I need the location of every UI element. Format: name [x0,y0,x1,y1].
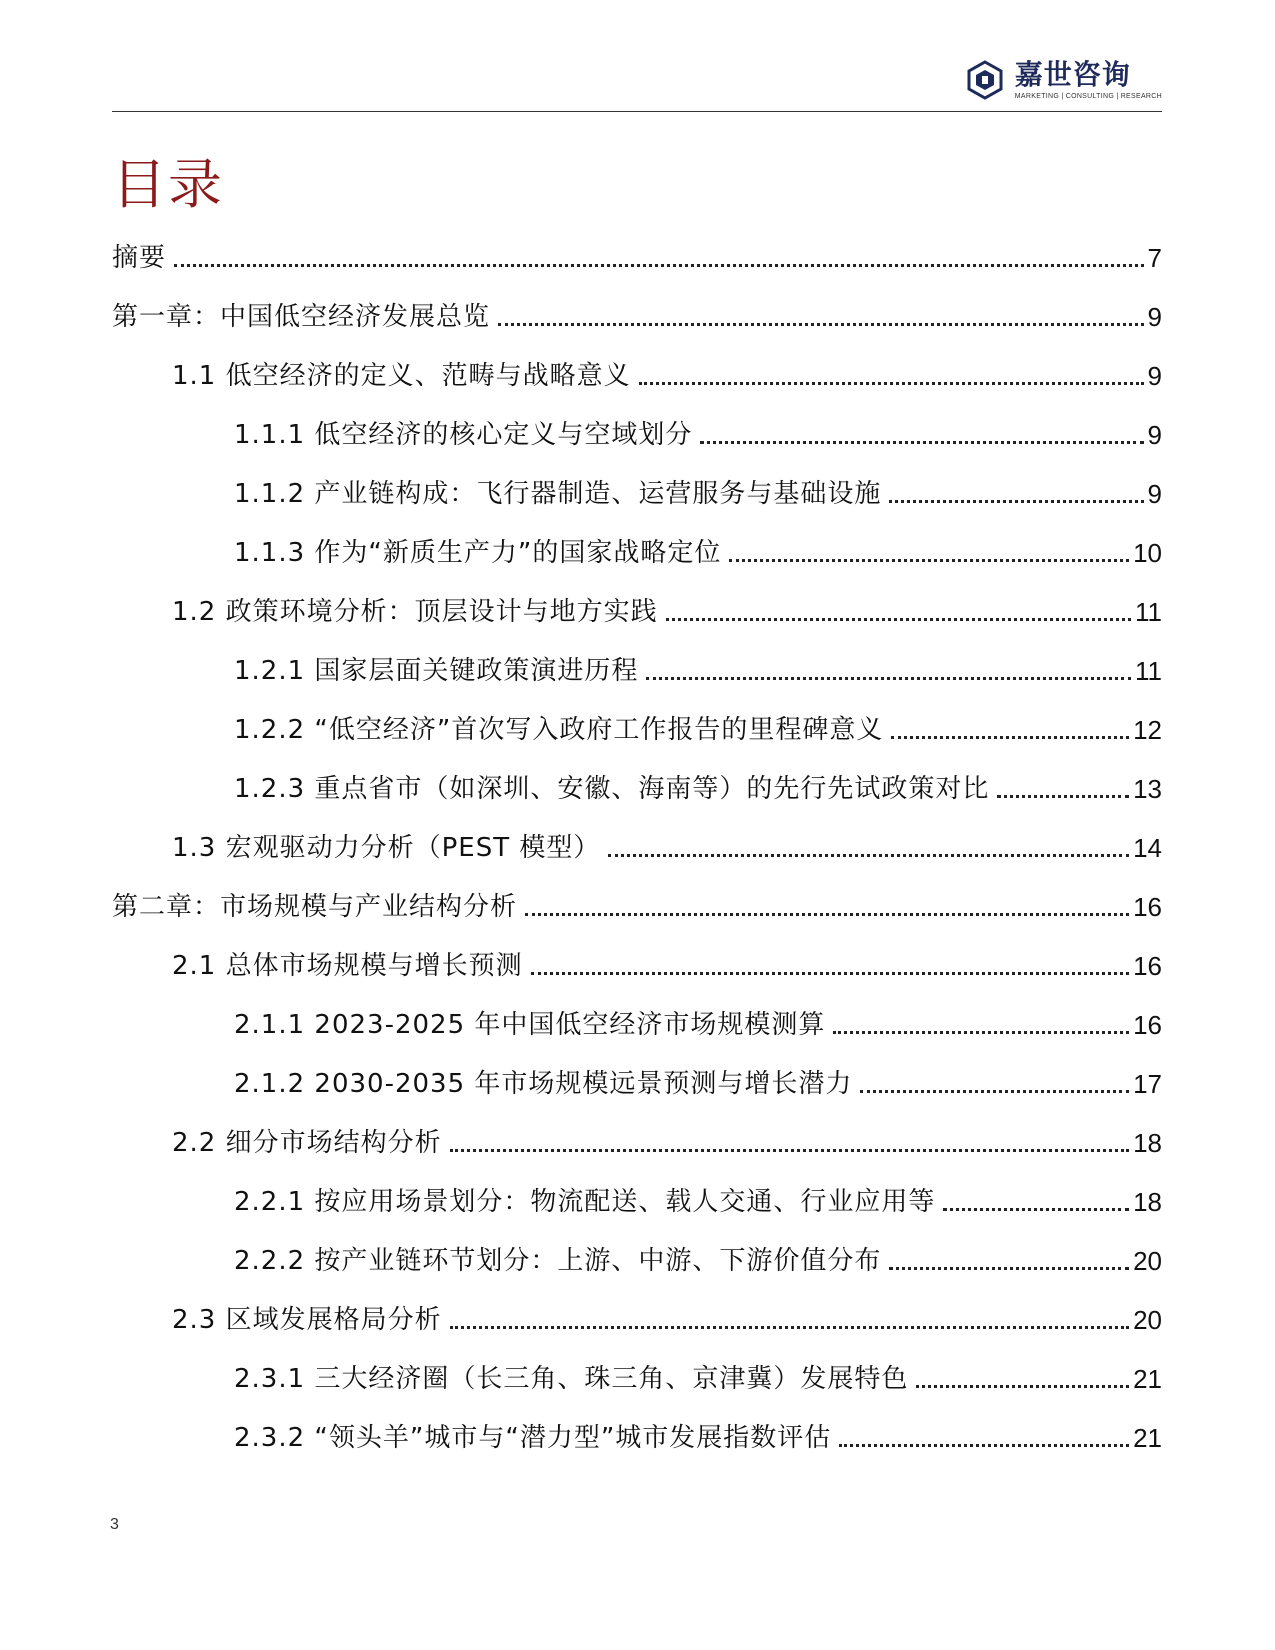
toc-leader-dots [839,1444,1129,1447]
toc-entry-label: 1.1.2 产业链构成：飞行器制造、运营服务与基础设施 [234,479,882,509]
toc-entry-page: 7 [1147,243,1162,273]
toc-entry[interactable] [112,521,1162,580]
logo-name: 嘉世咨询 [1014,58,1131,91]
toc-entry-page: 18 [1133,1187,1162,1217]
toc-entry-page: 9 [1147,361,1162,391]
toc-entry-page: 9 [1147,479,1162,509]
toc-entry-label: 2.1.1 2023-2025 年中国低空经济市场规模测算 [234,1010,826,1040]
toc-entry-label: 2.2 细分市场结构分析 [172,1128,442,1158]
toc-entry-page: 21 [1133,1364,1162,1394]
toc-entry-page: 10 [1133,538,1162,568]
toc-leader-dots [531,972,1129,975]
toc-entry-page: 21 [1133,1423,1162,1453]
toc-entry[interactable] [112,403,1162,462]
toc-leader-dots [729,559,1129,562]
toc-leader-dots [833,1031,1129,1034]
toc-entry[interactable] [112,1170,1162,1229]
toc-entry-label: 1.2.2 “低空经济”首次写入政府工作报告的里程碑意义 [234,715,884,745]
toc-leader-dots [700,441,1143,444]
toc-entry-label: 2.3 区域发展格局分析 [172,1305,442,1335]
toc-entry[interactable] [112,1111,1162,1170]
toc-entry-page: 13 [1133,774,1162,804]
toc-leader-dots [639,382,1144,385]
toc-leader-dots [525,913,1129,916]
toc-leader-dots [608,854,1129,857]
toc-entry-label: 2.3.2 “领头羊”城市与“潜力型”城市发展指数评估 [234,1423,832,1453]
toc-entry-label: 2.2.1 按应用场景划分：物流配送、载人交通、行业应用等 [234,1187,936,1217]
toc-leader-dots [997,795,1129,798]
toc-leader-dots [891,736,1129,739]
table-of-contents [112,226,1162,1465]
toc-leader-dots [450,1149,1129,1152]
toc-entry[interactable] [112,344,1162,403]
toc-entry-label: 1.2.1 国家层面关键政策演进历程 [234,656,639,686]
toc-entry-page: 9 [1147,302,1162,332]
toc-entry-page: 9 [1147,420,1162,450]
page-number: 3 [110,1516,119,1533]
toc-entry[interactable] [112,226,1162,285]
toc-entry[interactable] [112,875,1162,934]
toc-entry[interactable] [112,993,1162,1052]
toc-leader-dots [498,323,1144,326]
toc-entry-page: 16 [1133,951,1162,981]
toc-entry[interactable] [112,580,1162,639]
toc-entry-label: 2.3.1 三大经济圈（长三角、珠三角、京津冀）发展特色 [234,1364,909,1394]
toc-leader-dots [889,500,1143,503]
toc-entry-label: 第一章：中国低空经济发展总览 [112,302,491,332]
toc-leader-dots [174,264,1144,267]
toc-entry-label: 1.1.3 作为“新质生产力”的国家战略定位 [234,538,722,568]
toc-entry-label: 摘要 [112,243,167,273]
toc-entry-page: 20 [1133,1246,1162,1276]
logo-subtitle: MARKETING | CONSULTING | RESEARCH [1014,93,1162,100]
toc-entry-page: 18 [1133,1128,1162,1158]
logo-mark-icon [965,60,1005,100]
toc-entry-label: 1.3 宏观驱动力分析（PEST 模型） [172,833,601,863]
toc-entry[interactable] [112,816,1162,875]
toc-leader-dots [860,1090,1129,1093]
toc-entry-label: 1.1.1 低空经济的核心定义与空域划分 [234,420,693,450]
toc-entry-label: 第二章：市场规模与产业结构分析 [112,892,518,922]
header-divider [112,111,1162,112]
toc-entry-label: 2.2.2 按产业链环节划分：上游、中游、下游价值分布 [234,1246,882,1276]
toc-entry-label: 2.1 总体市场规模与增长预测 [172,951,523,981]
toc-entry-label: 1.2 政策环境分析：顶层设计与地方实践 [172,597,658,627]
toc-entry-page: 16 [1133,1010,1162,1040]
toc-leader-dots [450,1326,1129,1329]
toc-entry[interactable] [112,934,1162,993]
toc-entry[interactable] [112,462,1162,521]
toc-leader-dots [889,1267,1129,1270]
company-logo [965,55,1162,105]
toc-leader-dots [666,618,1131,621]
toc-entry[interactable] [112,757,1162,816]
toc-entry-page: 16 [1133,892,1162,922]
toc-entry-page: 20 [1133,1305,1162,1335]
toc-entry[interactable] [112,285,1162,344]
toc-entry[interactable] [112,1229,1162,1288]
toc-entry-label: 1.1 低空经济的定义、范畴与战略意义 [172,361,631,391]
toc-entry[interactable] [112,698,1162,757]
toc-entry[interactable] [112,1347,1162,1406]
toc-entry-label: 2.1.2 2030-2035 年市场规模远景预测与增长潜力 [234,1069,853,1099]
toc-entry[interactable] [112,1406,1162,1465]
toc-leader-dots [943,1208,1129,1211]
toc-entry[interactable] [112,639,1162,698]
toc-entry-label: 1.2.3 重点省市（如深圳、安徽、海南等）的先行先试政策对比 [234,774,990,804]
toc-entry-page: 12 [1133,715,1162,745]
toc-entry-page: 14 [1133,833,1162,863]
toc-title: 目录 [112,153,224,216]
toc-entry-page: 11 [1135,597,1162,627]
page-header [112,55,1162,111]
toc-entry[interactable] [112,1288,1162,1347]
toc-entry-page: 11 [1135,656,1162,686]
toc-entry[interactable] [112,1052,1162,1111]
toc-entry-page: 17 [1133,1069,1162,1099]
toc-leader-dots [646,677,1131,680]
toc-leader-dots [916,1385,1129,1388]
